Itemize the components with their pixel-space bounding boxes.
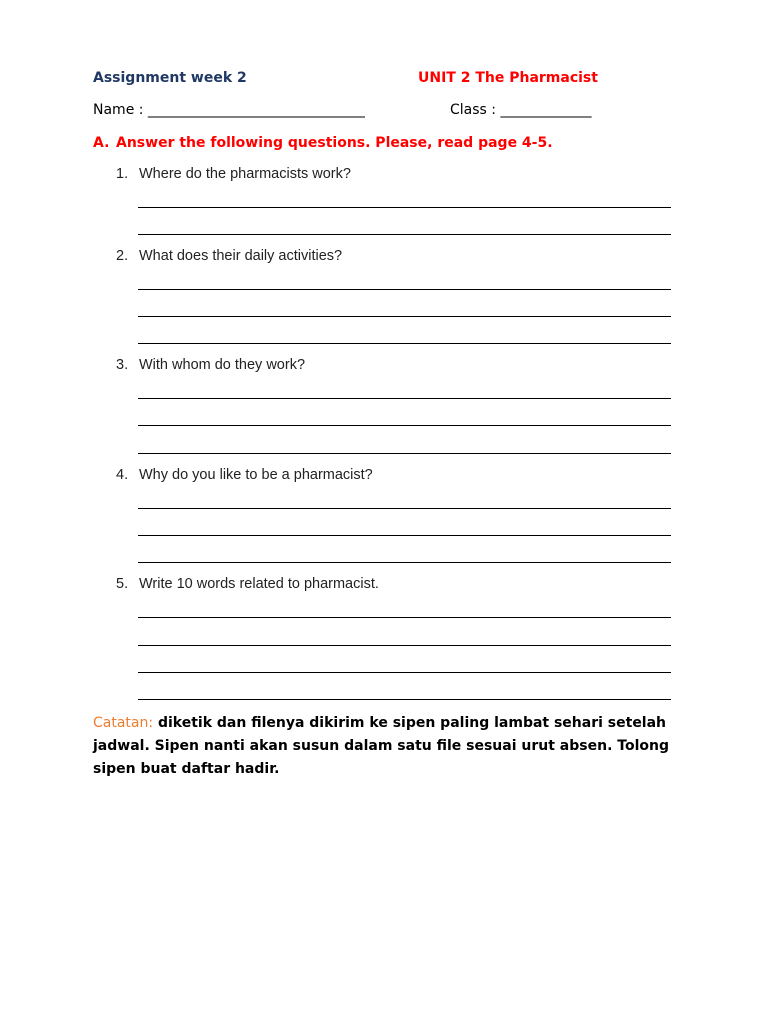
answer-line-5-4[interactable] — [138, 699, 671, 700]
question-text: Write 10 words related to pharmacist. — [139, 576, 379, 592]
note-text: diketik dan filenya dikirim ke sipen paling lambat sehari setelah jadwal. Sipen nanti akan susun dalam satu file sesuai urut absen. Tolong sipen buat daftar hadir. — [93, 715, 669, 777]
question-4 — [116, 467, 373, 483]
answer-line-5-2[interactable] — [138, 645, 671, 646]
section-heading — [93, 135, 553, 151]
question-text: Where do the pharmacists work? — [139, 166, 351, 182]
note-label: Catatan: — [93, 715, 154, 731]
class-field[interactable]: Class : _____________ — [450, 102, 592, 118]
answer-line-4-2[interactable] — [138, 535, 671, 536]
answer-line-1-1[interactable] — [138, 207, 671, 208]
question-number: 3. — [116, 357, 129, 373]
answer-line-5-3[interactable] — [138, 672, 671, 673]
answer-line-3-3[interactable] — [138, 453, 671, 454]
note-paragraph — [93, 712, 678, 781]
question-text: With whom do they work? — [139, 357, 306, 373]
answer-line-4-1[interactable] — [138, 508, 671, 509]
question-3 — [116, 357, 305, 373]
answer-line-5-1[interactable] — [138, 617, 671, 618]
answer-line-2-2[interactable] — [138, 316, 671, 317]
question-number: 1. — [116, 166, 129, 182]
unit-title: UNIT 2 The Pharmacist — [418, 70, 598, 86]
answer-line-2-1[interactable] — [138, 289, 671, 290]
answer-line-1-2[interactable] — [138, 234, 671, 235]
section-letter: A. — [93, 135, 110, 151]
question-5 — [116, 576, 379, 592]
question-number: 2. — [116, 248, 129, 264]
section-instruction: Answer the following questions. Please, read page 4-5. — [116, 135, 553, 151]
question-text: What does their daily activities? — [139, 248, 343, 264]
question-number: 4. — [116, 467, 129, 483]
answer-line-2-3[interactable] — [138, 343, 671, 344]
answer-line-3-2[interactable] — [138, 425, 671, 426]
name-field[interactable]: Name : _______________________________ — [93, 102, 365, 118]
assignment-title: Assignment week 2 — [93, 70, 247, 86]
question-number: 5. — [116, 576, 129, 592]
question-text: Why do you like to be a pharmacist? — [139, 467, 373, 483]
question-1 — [116, 166, 351, 182]
answer-line-4-3[interactable] — [138, 562, 671, 563]
answer-line-3-1[interactable] — [138, 398, 671, 399]
question-2 — [116, 248, 342, 264]
